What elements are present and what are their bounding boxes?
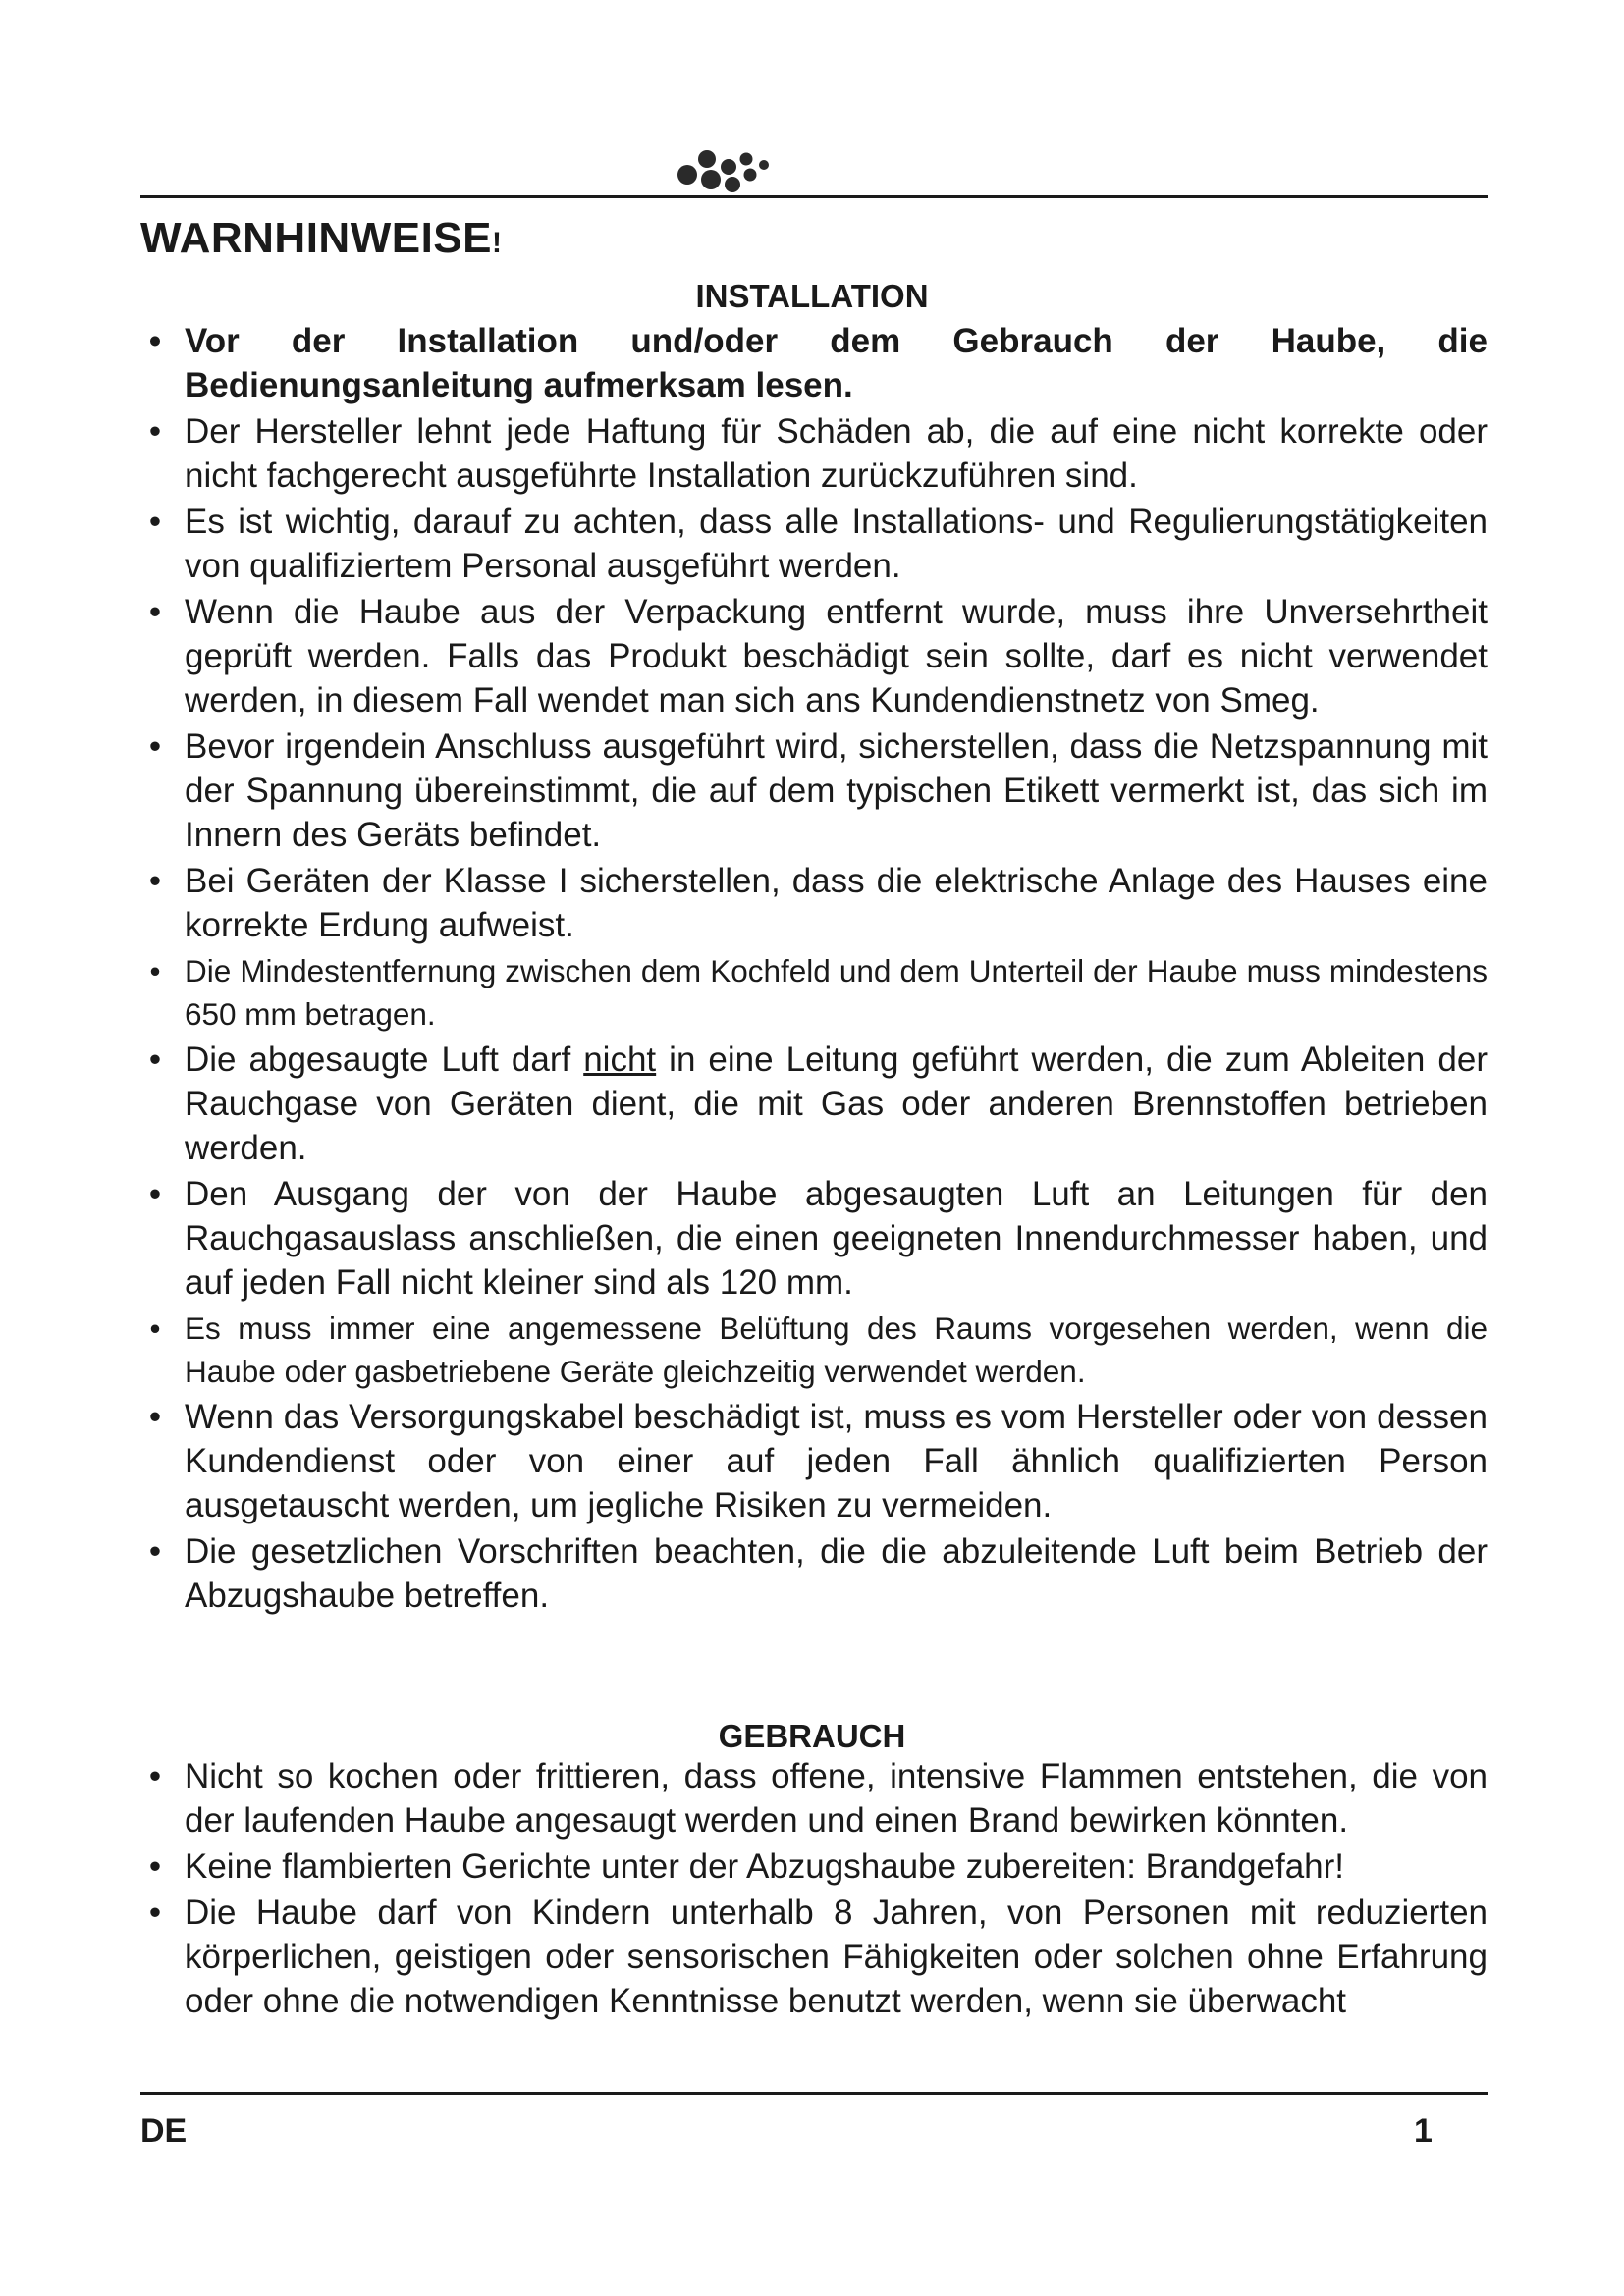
item-text: Es ist wichtig, darauf zu achten, dass alle Installations- und Regulierungstätigkeiten von qualifiziertem Personal ausgeführt werden. xyxy=(185,503,1488,585)
list-item xyxy=(140,1307,1488,1393)
list-item xyxy=(140,319,1488,407)
bullet-icon: • xyxy=(148,1041,162,1079)
list-item xyxy=(140,949,1488,1036)
list-item xyxy=(140,1754,1488,1842)
list-item xyxy=(140,1529,1488,1618)
item-text: Bevor irgendein Anschluss ausgeführt wird, sicherstellen, dass die Netzspannung mit der Spannung übereinstimmt, die auf dem typischen Etikett vermerkt ist, das sich im Innern des Geräts befindet. xyxy=(185,727,1488,854)
installation-list xyxy=(140,319,1488,1618)
list-item xyxy=(140,1172,1488,1305)
item-text-after: in eine Leitung geführt werden, die zum Ableiten der Rauchgase von Geräten dient, die mit Gas oder anderen Brennstoffen betrieben werden. xyxy=(185,1041,1488,1167)
list-item xyxy=(140,724,1488,857)
list-item xyxy=(140,859,1488,947)
bullet-icon: • xyxy=(148,1398,162,1436)
header-rule xyxy=(140,195,1488,198)
footer-language: DE xyxy=(140,2112,188,2150)
bullet-icon: • xyxy=(148,1532,162,1571)
item-text-emphasis: nicht xyxy=(583,1041,657,1079)
bullet-icon: • xyxy=(148,593,162,631)
list-item xyxy=(140,1395,1488,1527)
smeg-logo-graphic xyxy=(677,126,962,196)
item-text: Der Hersteller lehnt jede Haftung für Schäden ab, die auf eine nicht korrekte oder nicht fachgerecht ausgeführte Installation zurückzuführen sind. xyxy=(185,412,1488,495)
item-text: Die Mindestentfernung zwischen dem Kochfeld und dem Unterteil der Haube muss mindestens 650 mm betragen. xyxy=(185,953,1488,1032)
list-item xyxy=(140,590,1488,722)
list-item xyxy=(140,409,1488,498)
bullet-icon: • xyxy=(148,1894,162,1932)
bullet-icon: • xyxy=(148,1175,162,1213)
section-heading-gebrauch: GEBRAUCH xyxy=(718,1718,906,1754)
item-text: Keine flambierten Gerichte unter der Abzugshaube zubereiten: Brandgefahr! xyxy=(185,1847,1345,1886)
bullet-icon: • xyxy=(148,503,162,541)
title-text: WARNHINWEISE xyxy=(140,214,492,262)
item-text: Wenn die Haube aus der Verpackung entfernt wurde, muss ihre Unversehrtheit geprüft werden. Falls das Produkt beschädigt sein sollte, darf es nicht verwendet werden, in diesem Fall wendet man sich ans Kundendienstnetz von Smeg. xyxy=(185,593,1488,720)
item-text: Nicht so kochen oder frittieren, dass offene, intensive Flammen entstehen, die von der laufenden Haube angesaugt werden und einen Brand bewirken könnten. xyxy=(185,1757,1488,1840)
bullet-icon: • xyxy=(148,1757,162,1795)
bullet-icon: • xyxy=(148,322,162,360)
item-text: Die Haube darf von Kindern unterhalb 8 Jahren, von Personen mit reduzierten körperlichen, geistigen oder sensorischen Fähigkeiten oder solchen ohne Erfahrung oder ohne die notwendigen Kenntnisse benutzt werden, wenn sie überwacht xyxy=(185,1894,1488,2020)
item-text: Wenn das Versorgungskabel beschädigt ist, muss es vom Hersteller oder von dessen Kundendienst oder von einer auf jeden Fall ähnlich qualifizierten Person ausgetauscht werden, um jegliche Risiken zu vermeiden. xyxy=(185,1398,1488,1524)
item-text: Die gesetzlichen Vorschriften beachten, die die abzuleitende Luft beim Betrieb der Abzugshaube betreffen. xyxy=(185,1532,1488,1615)
list-item xyxy=(140,500,1488,588)
item-text: Es muss immer eine angemessene Belüftung des Raums vorgesehen werden, wenn die Haube oder gasbetriebene Geräte gleichzeitig verwendet werden. xyxy=(185,1310,1488,1389)
list-item xyxy=(140,1038,1488,1170)
item-text: Vor der Installation und/oder dem Gebrauch der Haube, die Bedienungsanleitung aufmerksam lesen. xyxy=(185,322,1488,404)
item-text: Den Ausgang der von der Haube abgesaugten Luft an Leitungen für den Rauchgasauslass anschließen, die einen geeigneten Innendurchmesser haben, und auf jeden Fall nicht kleiner sind als 120 mm. xyxy=(185,1175,1488,1302)
smeg-logo xyxy=(677,126,962,196)
bullet-icon: • xyxy=(148,862,162,900)
list-item xyxy=(140,1891,1488,2023)
title-suffix: ! xyxy=(492,227,503,259)
gebrauch-list xyxy=(140,1754,1488,2025)
item-text: Bei Geräten der Klasse I sicherstellen, dass die elektrische Anlage des Hauses eine korrekte Erdung aufweist. xyxy=(185,862,1488,944)
footer-rule xyxy=(140,2092,1488,2095)
item-text-before: Die abgesaugte Luft darf xyxy=(185,1041,584,1079)
bullet-icon: • xyxy=(148,1847,162,1886)
bullet-icon: • xyxy=(149,953,161,988)
section-heading-installation: INSTALLATION xyxy=(695,278,929,314)
bullet-icon: • xyxy=(149,1310,161,1346)
page-number: 1 xyxy=(1414,2112,1433,2150)
page-title xyxy=(140,214,503,263)
list-item xyxy=(140,1844,1488,1889)
bullet-icon: • xyxy=(148,412,162,451)
bullet-icon: • xyxy=(148,727,162,766)
